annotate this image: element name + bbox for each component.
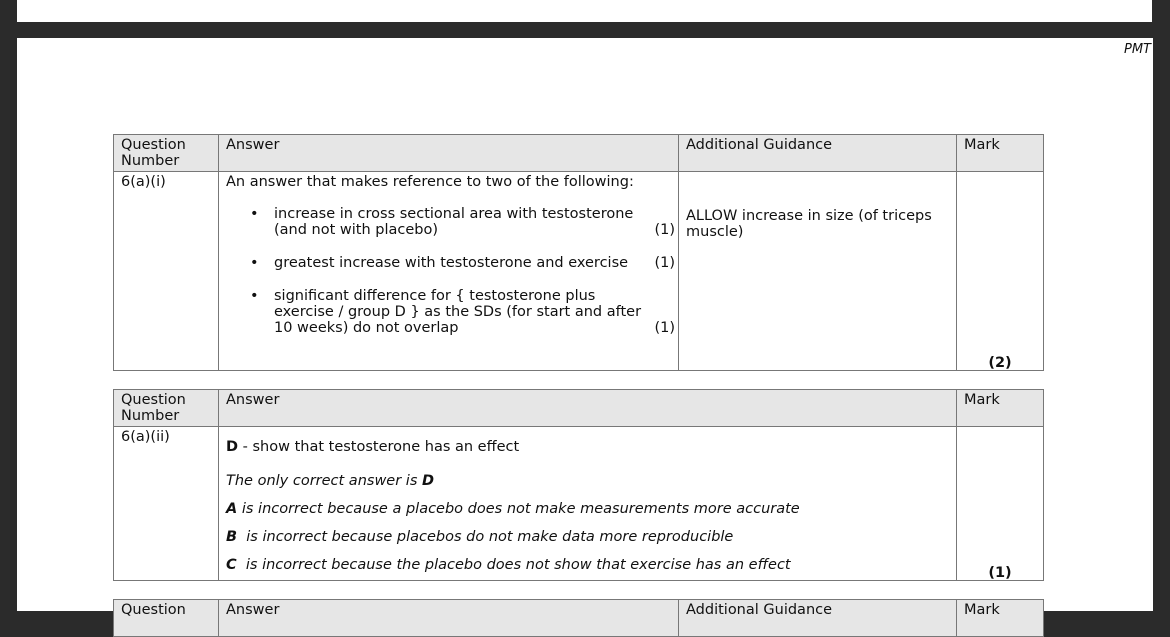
previous-page-bottom — [17, 0, 1152, 22]
table-row — [114, 427, 1044, 581]
answer-point-text: significant difference for { testosterone plus exercise / group D } as the SDs (for start and after 10 weeks) do not overlap — [274, 288, 642, 336]
answer-point — [226, 206, 675, 238]
answer-point-text: greatest increase with testosterone and exercise — [274, 255, 629, 271]
answer-cell — [219, 427, 957, 581]
header-additional-guidance: Additional Guidance — [679, 135, 957, 172]
mark-scheme-table-6ai — [113, 134, 1044, 371]
table-header-row — [114, 600, 1044, 637]
table-header-row — [114, 390, 1044, 427]
answer-point-mark: (1) — [654, 320, 675, 336]
only-correct-prefix: The only correct answer is — [226, 473, 422, 489]
answer-letter: D — [226, 439, 239, 455]
answer-intro: An answer that makes reference to two of the following: — [226, 174, 634, 190]
header-answer: Answer — [219, 600, 679, 637]
bullet-icon: • — [250, 206, 259, 222]
header-answer: Answer — [219, 390, 957, 427]
table-header-row — [114, 135, 1044, 172]
pmt-header-tag: PMT — [1124, 42, 1151, 57]
distractor-line — [226, 557, 949, 573]
distractor-line — [226, 501, 949, 517]
answer-text: - show that testosterone has an effect — [238, 439, 520, 455]
guidance-text: ALLOW increase in size (of triceps muscle) — [686, 208, 932, 240]
distractor-text: is incorrect because the placebo does not show that exercise has an effect — [236, 557, 791, 573]
header-mark: Mark — [957, 135, 1044, 172]
header-answer: Answer — [219, 135, 679, 172]
header-question-number: Question Number — [114, 390, 219, 427]
mark-scheme-table-6aii — [113, 389, 1044, 581]
answer-cell — [219, 172, 679, 371]
header-question-number: Question — [114, 600, 219, 637]
answer-point — [226, 288, 675, 336]
answer-point-mark: (1) — [654, 222, 675, 238]
table-row — [114, 172, 1044, 371]
distractor-letter: A — [226, 501, 238, 517]
guidance-cell — [679, 172, 957, 371]
header-question-number: Question Number — [114, 135, 219, 172]
only-correct-line — [226, 473, 949, 489]
mark-cell — [957, 427, 1044, 581]
distractor-line — [226, 529, 949, 545]
mark-total: (2) — [988, 355, 1012, 371]
answer-point — [226, 255, 675, 271]
header-additional-guidance: Additional Guidance — [679, 600, 957, 637]
distractor-letter: B — [226, 529, 238, 545]
distractor-text: is incorrect because placebos do not make data more reproducible — [237, 529, 734, 545]
distractor-letter: C — [226, 557, 237, 573]
answer-point-mark: (1) — [654, 255, 675, 271]
bullet-icon: • — [250, 255, 259, 271]
question-number: 6(a)(i) — [114, 172, 219, 371]
header-mark: Mark — [957, 390, 1044, 427]
distractor-text: is incorrect because a placebo does not make measurements more accurate — [237, 501, 800, 517]
mark-total: (1) — [988, 565, 1012, 581]
question-number: 6(a)(ii) — [114, 427, 219, 581]
bullet-icon: • — [250, 288, 259, 304]
correct-answer-line — [226, 439, 949, 455]
answer-point-text: increase in cross sectional area with testosterone (and not with placebo) — [274, 206, 634, 238]
mark-scheme-table-next — [113, 599, 1044, 637]
header-mark: Mark — [957, 600, 1044, 637]
only-correct-letter: D — [421, 473, 435, 489]
page — [17, 38, 1153, 618]
mark-cell — [957, 172, 1044, 371]
